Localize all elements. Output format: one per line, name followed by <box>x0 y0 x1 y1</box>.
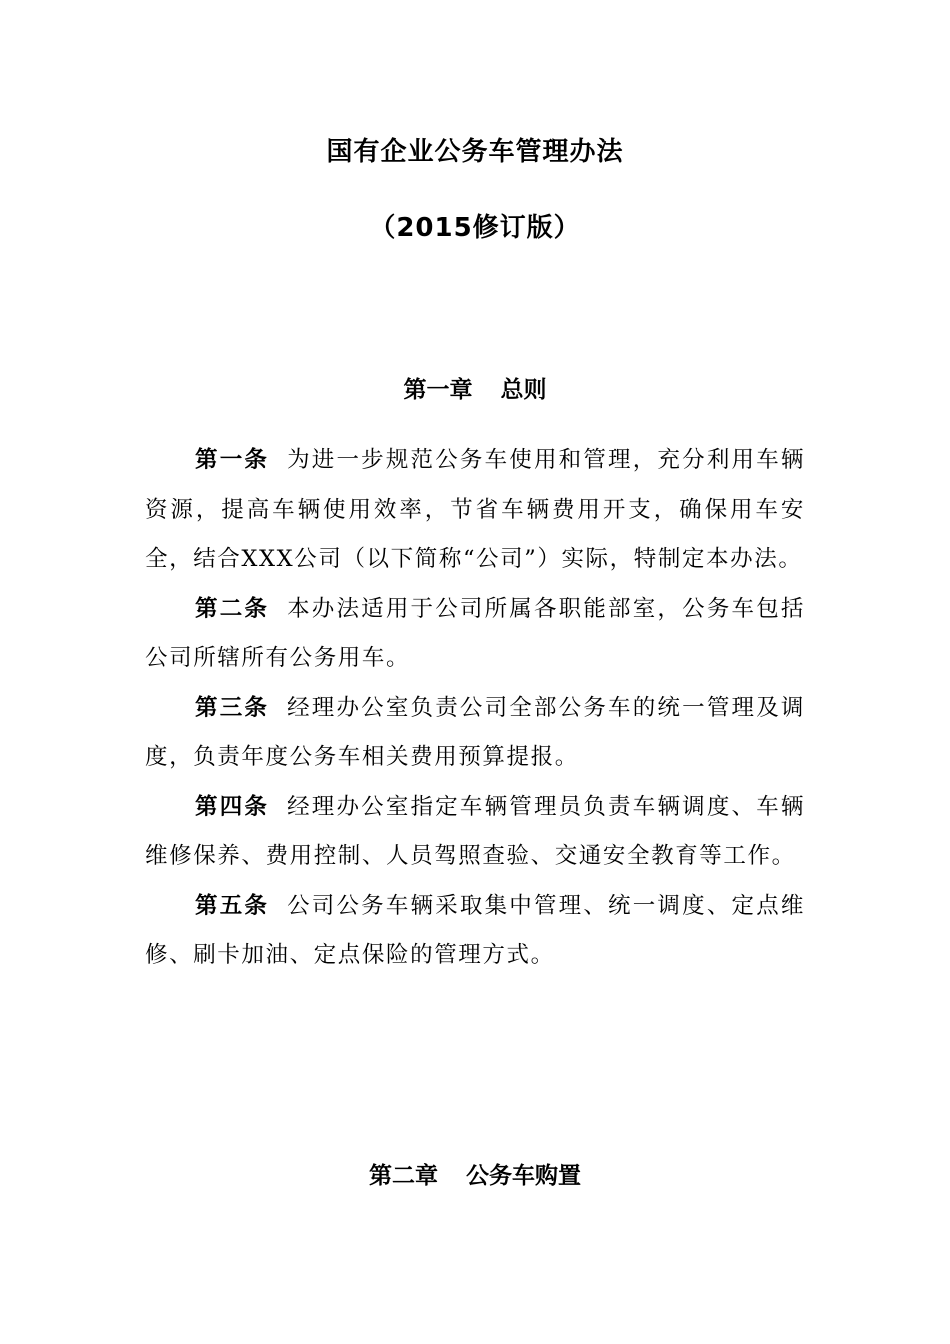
article-2 <box>145 585 805 684</box>
chapter-name: 总则 <box>500 377 547 403</box>
article-text: 公司公务车辆采取集中管理、统一调度、定点维修、刷卡加油、定点保险的管理方式。 <box>145 892 805 968</box>
article-5 <box>145 882 805 981</box>
chapter-number: 第一章 <box>403 377 473 403</box>
article-label: 第一条 <box>195 447 270 473</box>
chapter-heading-1 <box>0 374 950 406</box>
article-label: 第四条 <box>195 793 270 820</box>
chapter-number: 第二章 <box>369 1163 438 1189</box>
article-text: 本办法适用于公司所属各职能部室，公务车包括公司所辖所有公务用车。 <box>145 595 805 671</box>
chapter-heading-2 <box>0 1160 950 1192</box>
article-label: 第三条 <box>195 694 270 721</box>
document-subtitle: （2015修订版） <box>369 213 581 243</box>
article-text: 经理办公室指定车辆管理员负责车辆调度、车辆维修保养、费用控制、人员驾照查验、交通安全教育等工作。 <box>145 793 805 869</box>
document-title: 国有企业公务车管理办法 <box>326 137 624 167</box>
article-label: 第二条 <box>195 595 270 622</box>
article-text: 经理办公室负责公司全部公务车的统一管理及调度，负责年度公务车相关费用预算提报。 <box>145 694 805 770</box>
article-1 <box>145 436 805 585</box>
article-list <box>145 436 805 981</box>
article-text: 为进一步规范公务车使用和管理，充分利用车辆资源，提高车辆使用效率，节省车辆费用开支，确保用车安全，结合XXX公司（以下简称“公司”）实际，特制定本办法。 <box>145 447 805 572</box>
chapter-name: 公务车购置 <box>466 1163 581 1189</box>
article-label: 第五条 <box>195 892 270 919</box>
article-3 <box>145 684 805 783</box>
article-4 <box>145 783 805 882</box>
